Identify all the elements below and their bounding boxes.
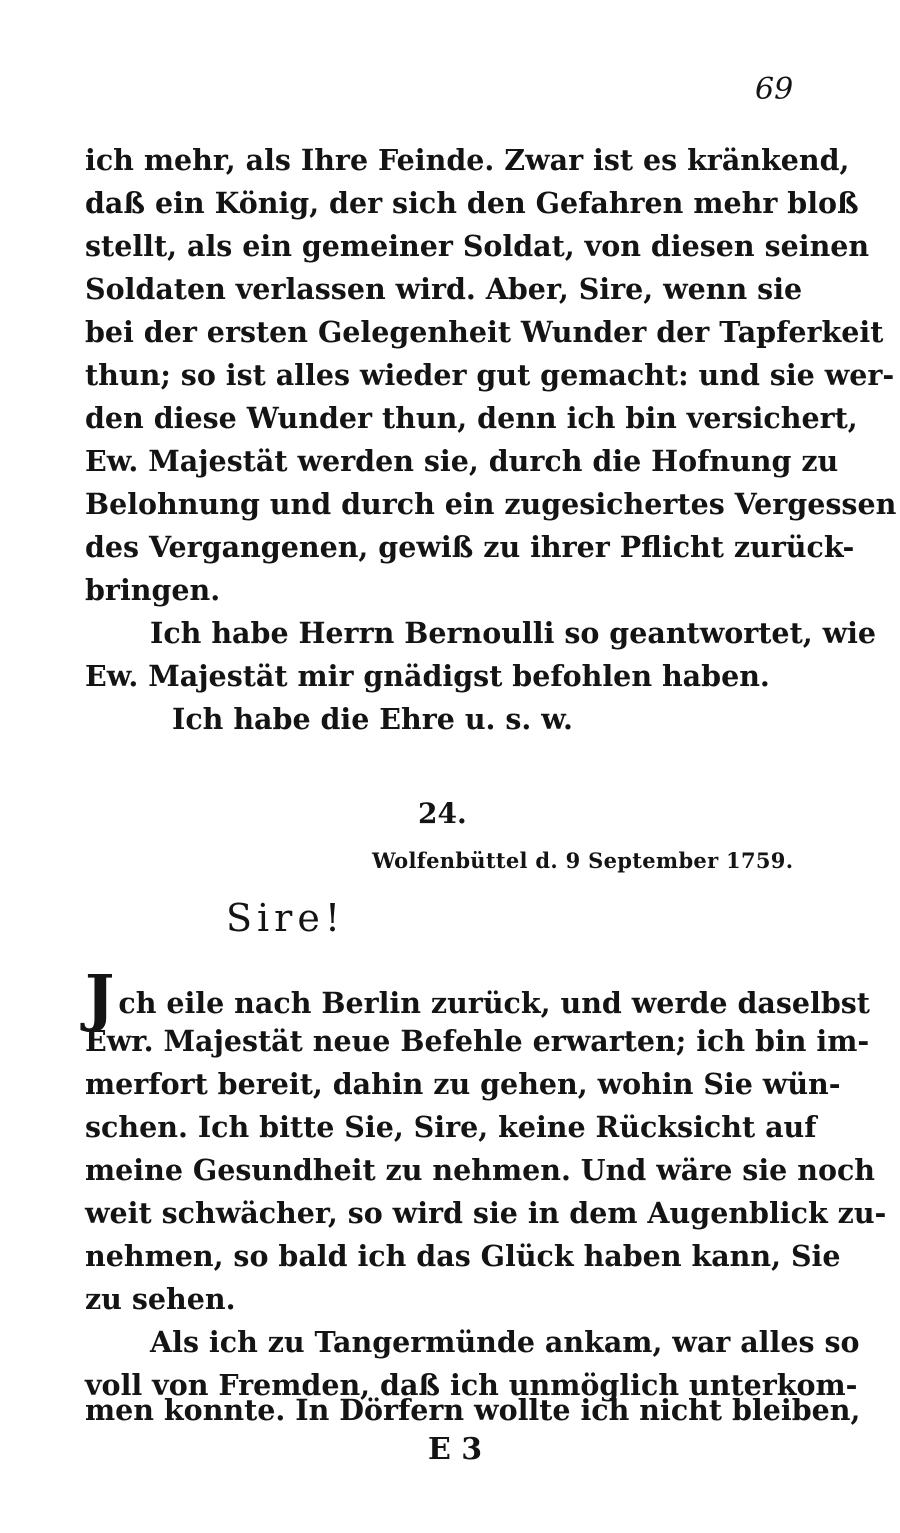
signature-mark: E 3 (428, 1432, 483, 1467)
text-line-dropcap (85, 961, 870, 1034)
text-line: weit schwächer, so wird sie in dem Augenblick zu- (85, 1196, 887, 1230)
text-line: zu sehen. (85, 1282, 236, 1316)
text-line: ich mehr, als Ihre Feinde. Zwar ist es kränkend, (85, 143, 850, 177)
text-line: Soldaten verlassen wird. Aber, Sire, wenn sie (85, 272, 803, 306)
text-line: bei der ersten Gelegenheit Wunder der Tapferkeit (85, 315, 884, 349)
text-line: den diese Wunder thun, denn ich bin versichert, (85, 401, 858, 435)
text-line: nehmen, so bald ich das Glück haben kann, Sie (85, 1239, 841, 1273)
text-line: daß ein König, der sich den Gefahren mehr bloß (85, 186, 859, 220)
salutation: Sire! (226, 896, 346, 940)
dateline: Wolfenbüttel d. 9 September 1759. (372, 848, 794, 873)
text-line: Ich habe Herrn Bernoulli so geantwortet, wie (150, 616, 877, 650)
text-line: voll von Fremden, daß ich unmöglich unterkom- (85, 1368, 858, 1402)
text-segment: ch eile nach Berlin zurück, und werde daselbst (118, 986, 870, 1020)
closing-formula: Ich habe die Ehre u. s. w. (172, 702, 573, 736)
letter-number: 24. (418, 797, 467, 830)
drop-cap: J (85, 961, 115, 1034)
page-number: 69 (755, 72, 794, 107)
text-line: Als ich zu Tangermünde ankam, war alles so (150, 1325, 860, 1359)
text-line: thun; so ist alles wieder gut gemacht: und sie wer- (85, 358, 895, 392)
text-line: schen. Ich bitte Sie, Sire, keine Rücksicht auf (85, 1110, 817, 1144)
text-line: Belohnung und durch ein zugesichertes Vergessen (85, 487, 897, 521)
text-line: stellt, als ein gemeiner Soldat, von diesen seinen (85, 229, 870, 263)
text-line: Ewr. Majestät neue Befehle erwarten; ich bin im- (85, 1024, 870, 1058)
text-line: Ew. Majestät mir gnädigst befohlen haben. (85, 659, 770, 693)
text-line: Ew. Majestät werden sie, durch die Hofnung zu (85, 444, 839, 478)
text-line: men konnte. In Dörfern wollte ich nicht bleiben, (85, 1393, 861, 1427)
text-line: meine Gesundheit zu nehmen. Und wäre sie noch (85, 1153, 876, 1187)
text-line: des Vergangenen, gewiß zu ihrer Pflicht zurück- (85, 530, 855, 564)
text-line: merfort bereit, dahin zu gehen, wohin Sie wün- (85, 1067, 841, 1101)
text-line: bringen. (85, 573, 221, 607)
